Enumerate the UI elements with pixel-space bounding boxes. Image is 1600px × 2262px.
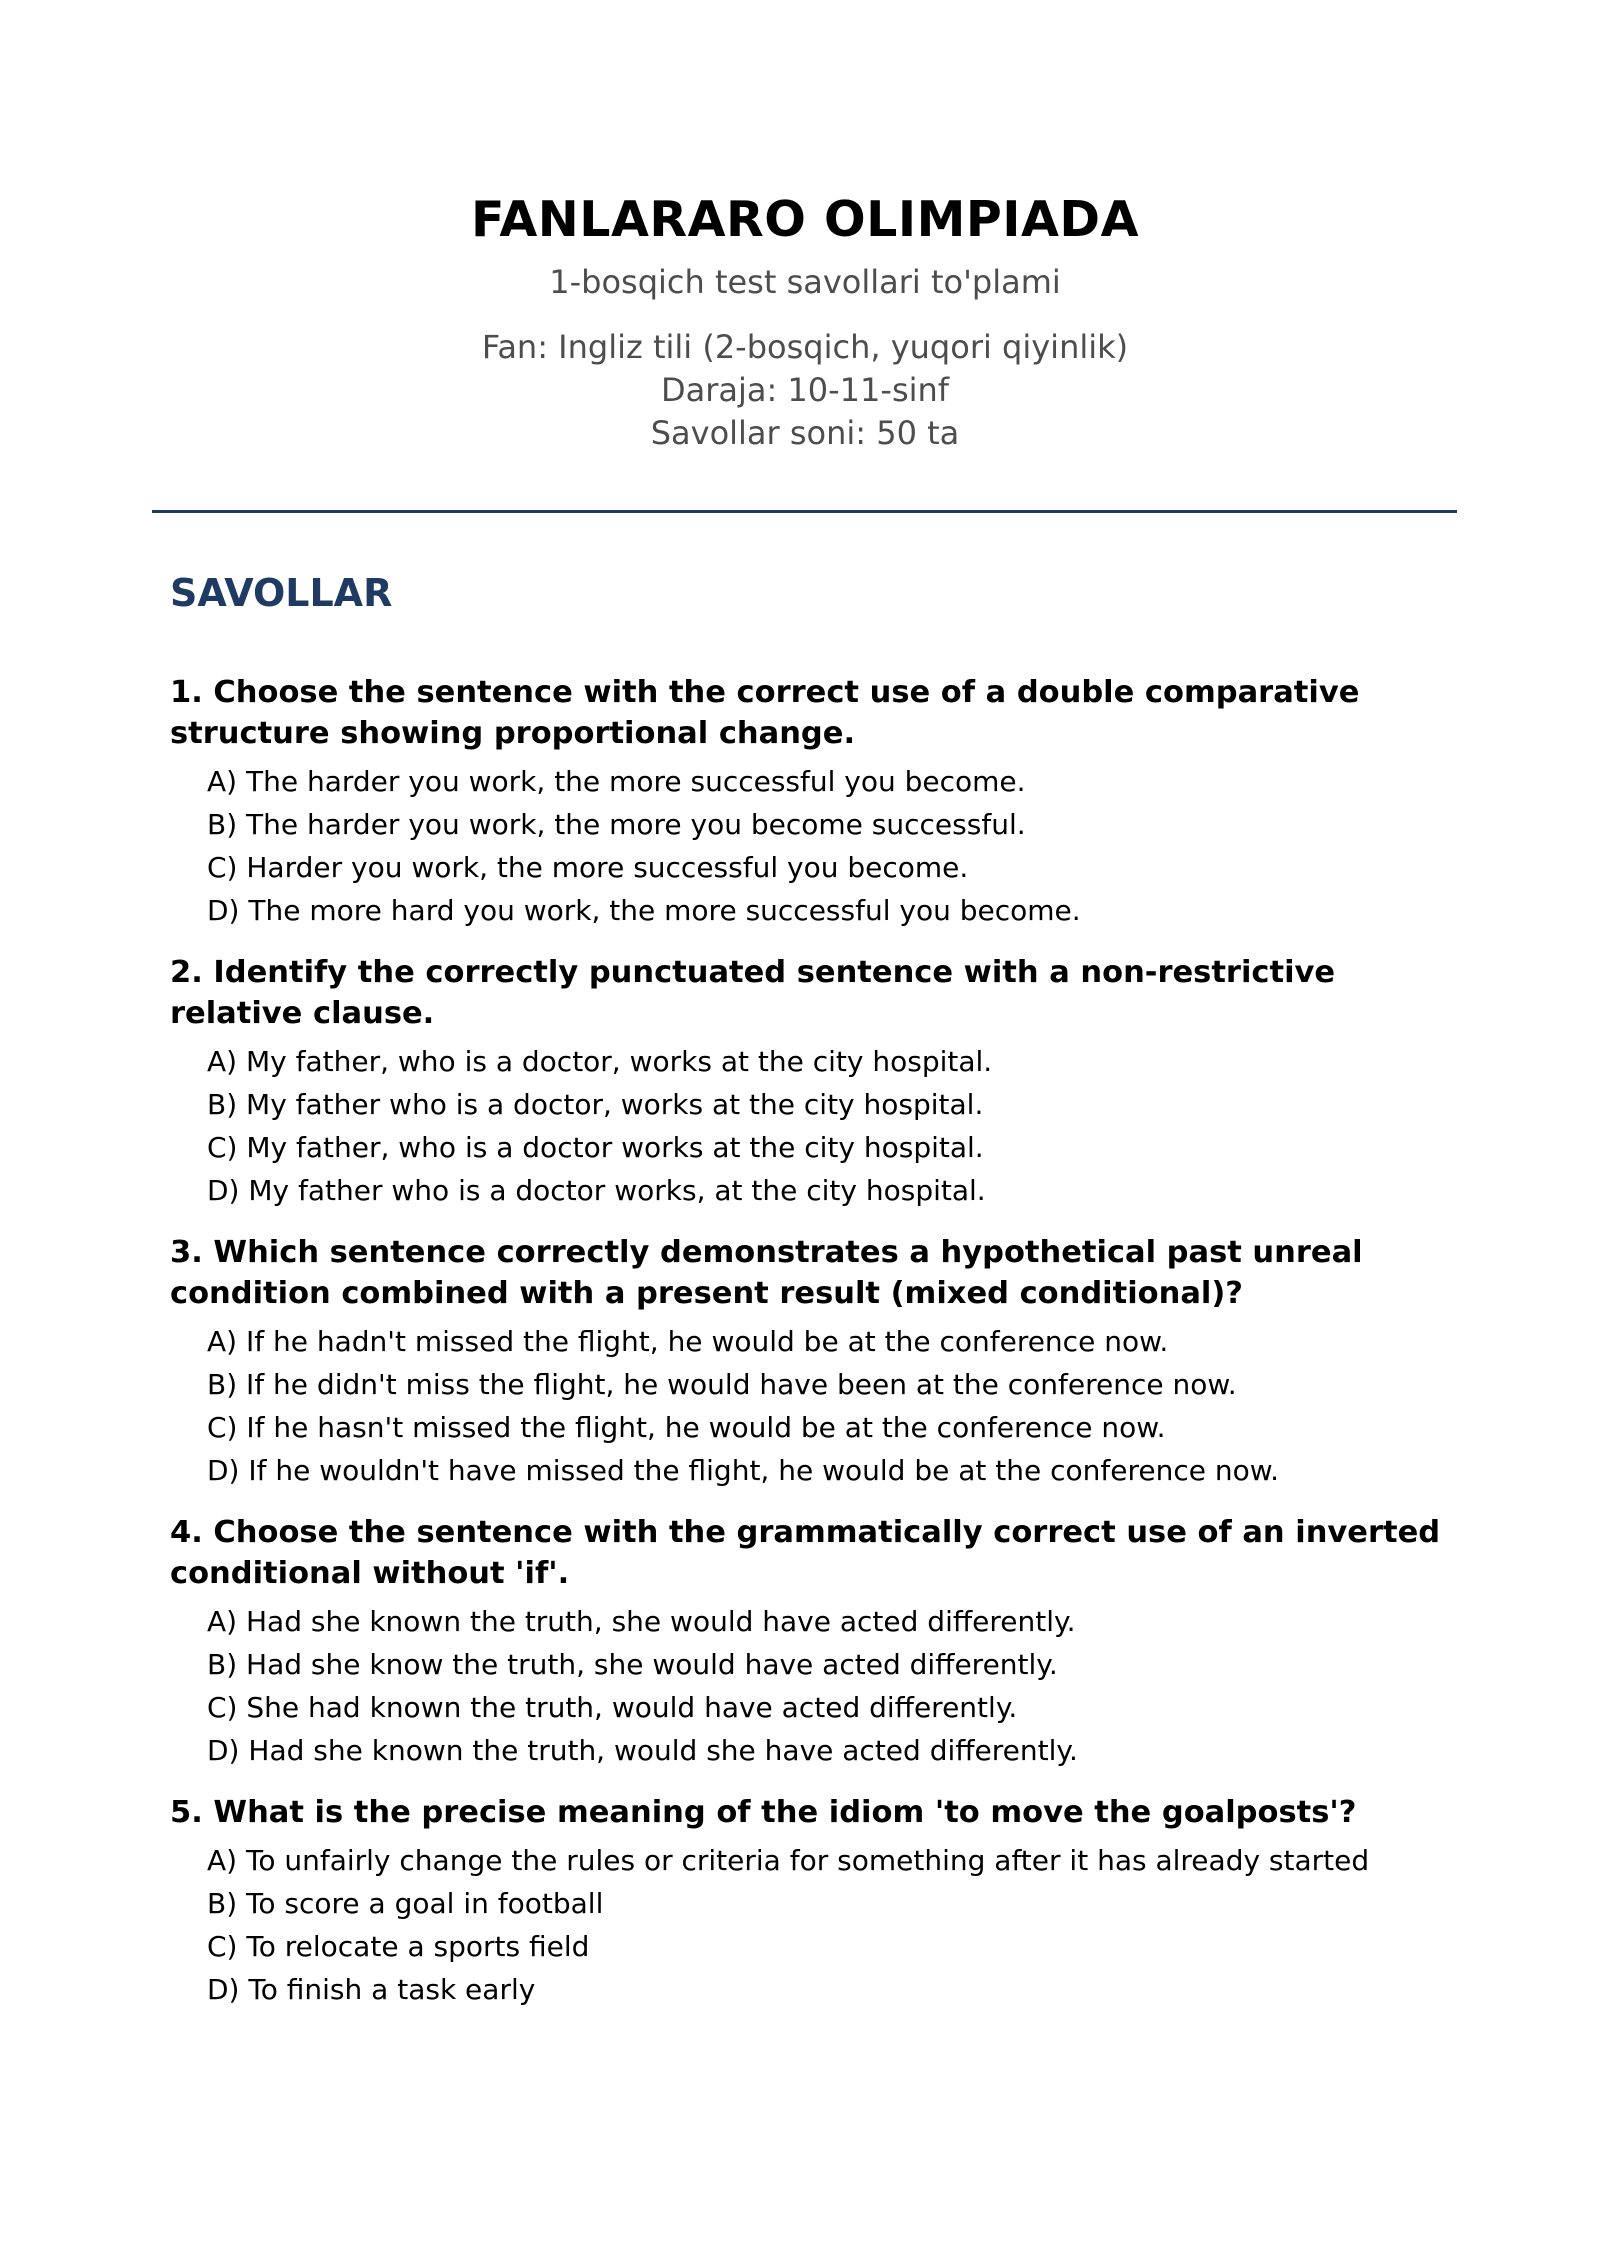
answer-options [170,1320,1470,1492]
document-title: FANLARARO OLIMPIADA [470,191,1140,248]
question-text: 1. Choose the sentence with the correct use of a double comparative structure showing proportional change. [170,675,1360,751]
answer-option: B) The harder you work, the more you become successful. [207,808,1026,841]
answer-options [170,1600,1470,1772]
question-text: 2. Identify the correctly punctuated sentence with a non-restrictive relative clause. [170,955,1336,1031]
answer-options [170,1040,1470,1212]
answer-option: B) Had she know the truth, she would have acted differently. [207,1648,1058,1681]
answer-option: A) Had she known the truth, she would have acted differently. [207,1605,1076,1638]
header-divider [152,510,1457,513]
answer-option: A) To unfairly change the rules or criteria for something after it has already started [207,1844,1370,1877]
level-line: Daraja: 10-11-sinf [660,371,950,409]
answer-option: B) To score a goal in football [207,1887,604,1920]
question-list [170,672,1470,2031]
answer-options [170,760,1470,932]
question-item [170,1232,1470,1492]
section-title: SAVOLLAR [170,571,393,615]
answer-options [170,1839,1470,2011]
question-text: 3. Which sentence correctly demonstrates a hypothetical past unreal condition combined with a present result (mixed conditional)? [170,1235,1363,1311]
answer-option: C) To relocate a sports field [207,1930,590,1963]
answer-option: B) If he didn't miss the flight, he would have been at the conference now. [207,1368,1237,1401]
answer-option: D) If he wouldn't have missed the flight, he would be at the conference now. [207,1454,1279,1487]
answer-option: D) The more hard you work, the more successful you become. [207,894,1081,927]
answer-option: C) My father, who is a doctor works at the city hospital. [207,1131,984,1164]
document-header [0,190,1600,455]
question-item [170,672,1470,932]
answer-option: A) If he hadn't missed the flight, he would be at the conference now. [207,1325,1169,1358]
answer-option: A) My father, who is a doctor, works at the city hospital. [207,1045,993,1078]
question-item [170,952,1470,1212]
answer-option: C) Harder you work, the more successful you become. [207,851,969,884]
question-item [170,1792,1470,2011]
answer-option: D) Had she known the truth, would she have acted differently. [207,1734,1078,1767]
answer-option: A) The harder you work, the more successful you become. [207,765,1026,798]
answer-option: C) She had known the truth, would have acted differently. [207,1691,1018,1724]
answer-option: C) If he hasn't missed the flight, he would be at the conference now. [207,1411,1166,1444]
answer-option: D) To finish a task early [207,1973,536,2006]
question-item [170,1512,1470,1772]
question-text: 4. Choose the sentence with the grammatically correct use of an inverted conditional without 'if'. [170,1515,1441,1591]
answer-option: B) My father who is a doctor, works at the city hospital. [207,1088,984,1121]
question-count-line: Savollar soni: 50 ta [650,414,960,452]
question-text: 5. What is the precise meaning of the idiom 'to move the goalposts'? [170,1795,1357,1830]
document-subtitle: 1-bosqich test savollari to'plami [549,263,1061,301]
answer-option: D) My father who is a doctor works, at the city hospital. [207,1174,986,1207]
subject-line: Fan: Ingliz tili (2-bosqich, yuqori qiyinlik) [481,328,1129,366]
document-meta [0,326,1600,455]
